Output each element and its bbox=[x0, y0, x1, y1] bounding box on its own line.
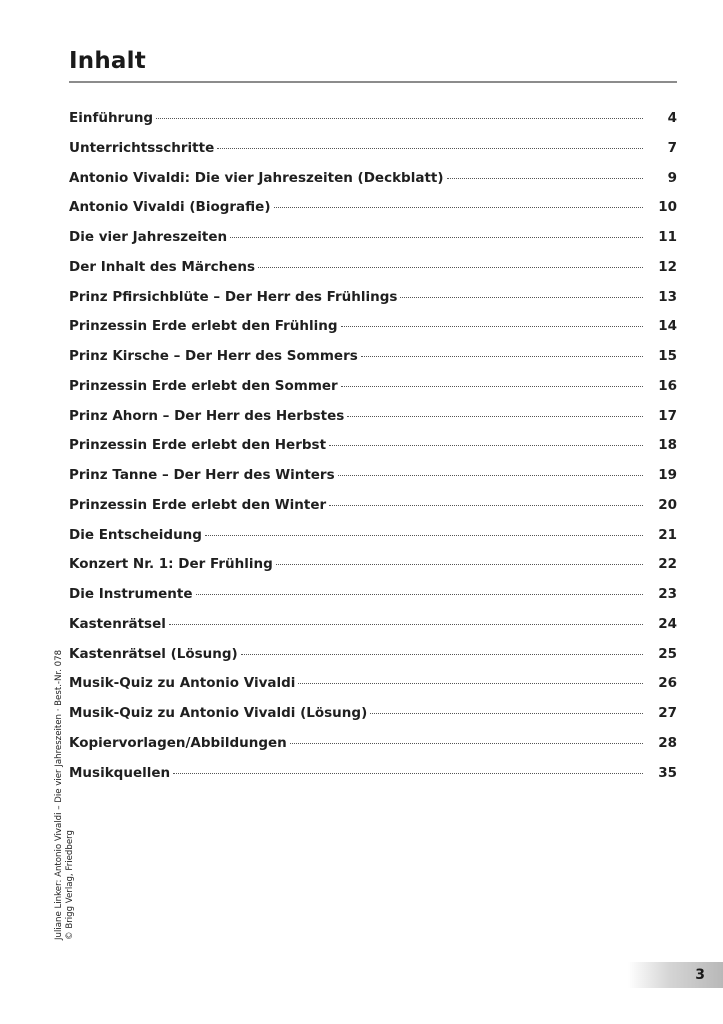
toc-entry-title: Kastenrätsel bbox=[69, 615, 166, 632]
dot-leader bbox=[338, 475, 643, 476]
dot-leader bbox=[329, 505, 643, 506]
table-of-contents bbox=[69, 104, 677, 788]
toc-entry-page: 19 bbox=[658, 467, 677, 483]
toc-entry-page: 35 bbox=[658, 764, 677, 781]
toc-entry-page: 21 bbox=[658, 526, 677, 543]
copyright-line-2: © Brigg Verlag, Friedberg bbox=[65, 830, 75, 940]
dot-leader bbox=[341, 326, 643, 327]
toc-entry[interactable] bbox=[69, 134, 677, 164]
page-number-tab bbox=[628, 962, 723, 988]
toc-entry-title: Die Entscheidung bbox=[69, 526, 202, 543]
copyright-note bbox=[54, 650, 76, 940]
toc-entry-title: Prinz Pfirsichblüte – Der Herr des Frühlings bbox=[69, 288, 398, 305]
toc-entry-title: Prinz Kirsche – Der Herr des Sommers bbox=[69, 348, 358, 364]
dot-leader bbox=[173, 773, 643, 774]
toc-entry[interactable] bbox=[69, 253, 677, 283]
toc-entry-page: 11 bbox=[658, 229, 677, 245]
dot-leader bbox=[258, 267, 643, 268]
page-number: 3 bbox=[695, 967, 705, 983]
dot-leader bbox=[217, 148, 643, 149]
toc-entry-page: 23 bbox=[658, 586, 677, 602]
toc-entry-title: Musikquellen bbox=[69, 764, 171, 781]
dot-leader bbox=[370, 713, 643, 714]
toc-entry-title: Musik-Quiz zu Antonio Vivaldi (Lösung) bbox=[69, 705, 368, 721]
toc-entry[interactable] bbox=[69, 402, 677, 432]
toc-entry-page: 22 bbox=[658, 556, 677, 573]
dot-leader bbox=[196, 594, 643, 595]
toc-entry[interactable] bbox=[69, 372, 677, 402]
toc-entry-title: Unterrichtsschritte bbox=[69, 139, 215, 156]
dot-leader bbox=[361, 356, 643, 357]
toc-entry-title: Prinzessin Erde erlebt den Frühling bbox=[69, 318, 338, 335]
toc-entry-page: 7 bbox=[667, 139, 677, 156]
toc-entry-page: 12 bbox=[658, 258, 677, 275]
toc-entry[interactable] bbox=[69, 669, 677, 699]
dot-leader bbox=[400, 297, 643, 298]
toc-entry-page: 15 bbox=[658, 348, 677, 364]
toc-entry-title: Prinzessin Erde erlebt den Herbst bbox=[69, 437, 327, 454]
toc-entry-page: 9 bbox=[667, 169, 677, 186]
toc-entry-title: Kopiervorlagen/Abbildungen bbox=[69, 734, 287, 751]
dot-leader bbox=[341, 386, 643, 387]
toc-entry[interactable] bbox=[69, 491, 677, 521]
page-title: Inhalt bbox=[69, 48, 146, 74]
toc-entry[interactable] bbox=[69, 699, 677, 729]
toc-entry[interactable] bbox=[69, 164, 677, 194]
toc-entry-title: Kastenrätsel (Lösung) bbox=[69, 645, 238, 662]
dot-leader bbox=[156, 118, 643, 119]
toc-entry-page: 4 bbox=[667, 110, 677, 126]
toc-entry-page: 18 bbox=[658, 437, 677, 454]
toc-entry-title: Antonio Vivaldi: Die vier Jahreszeiten (Deckblatt) bbox=[69, 169, 444, 186]
toc-entry-page: 28 bbox=[658, 734, 677, 751]
toc-entry-page: 25 bbox=[658, 645, 677, 662]
toc-entry[interactable] bbox=[69, 759, 677, 789]
toc-entry-title: Die Instrumente bbox=[69, 586, 193, 602]
toc-entry-title: Prinzessin Erde erlebt den Winter bbox=[69, 496, 327, 513]
toc-entry-page: 24 bbox=[658, 615, 677, 632]
dot-leader bbox=[329, 445, 643, 446]
dot-leader bbox=[230, 237, 643, 238]
dot-leader bbox=[241, 654, 643, 655]
toc-entry-page: 26 bbox=[658, 675, 677, 692]
toc-entry-title: Prinz Ahorn – Der Herr des Herbstes bbox=[69, 407, 345, 424]
toc-entry[interactable] bbox=[69, 431, 677, 461]
toc-entry-page: 20 bbox=[658, 496, 677, 513]
toc-entry[interactable] bbox=[69, 312, 677, 342]
toc-entry[interactable] bbox=[69, 342, 677, 372]
dot-leader bbox=[169, 624, 643, 625]
toc-entry-page: 14 bbox=[658, 318, 677, 335]
dot-leader bbox=[205, 535, 643, 536]
dot-leader bbox=[276, 564, 643, 565]
title-divider bbox=[69, 81, 677, 83]
toc-entry-page: 17 bbox=[658, 407, 677, 424]
toc-entry[interactable] bbox=[69, 283, 677, 313]
toc-entry-title: Antonio Vivaldi (Biografie) bbox=[69, 199, 271, 216]
toc-entry[interactable] bbox=[69, 104, 677, 134]
toc-entry[interactable] bbox=[69, 193, 677, 223]
toc-entry[interactable] bbox=[69, 521, 677, 551]
toc-entry-page: 16 bbox=[658, 377, 677, 394]
toc-entry[interactable] bbox=[69, 580, 677, 610]
toc-entry[interactable] bbox=[69, 640, 677, 670]
toc-entry-title: Der Inhalt des Märchens bbox=[69, 258, 256, 275]
copyright-line-1: Juliane Linker: Antonio Vivaldi – Die vier Jahreszeiten · Best.-Nr. 078 bbox=[54, 649, 64, 940]
dot-leader bbox=[447, 178, 643, 179]
dot-leader bbox=[274, 207, 644, 208]
dot-leader bbox=[298, 683, 643, 684]
toc-entry-title: Prinz Tanne – Der Herr des Winters bbox=[69, 467, 335, 483]
toc-entry-page: 10 bbox=[658, 199, 677, 216]
toc-entry[interactable] bbox=[69, 461, 677, 491]
toc-entry[interactable] bbox=[69, 550, 677, 580]
toc-entry-title: Prinzessin Erde erlebt den Sommer bbox=[69, 377, 338, 394]
toc-entry-title: Einführung bbox=[69, 110, 154, 126]
toc-entry-title: Die vier Jahreszeiten bbox=[69, 229, 228, 245]
toc-entry-page: 27 bbox=[658, 705, 677, 721]
toc-entry-title: Konzert Nr. 1: Der Frühling bbox=[69, 556, 273, 573]
toc-entry[interactable] bbox=[69, 729, 677, 759]
toc-entry-page: 13 bbox=[658, 288, 677, 305]
toc-entry-title: Musik-Quiz zu Antonio Vivaldi bbox=[69, 675, 296, 692]
dot-leader bbox=[290, 743, 643, 744]
toc-entry[interactable] bbox=[69, 610, 677, 640]
dot-leader bbox=[347, 416, 643, 417]
toc-entry[interactable] bbox=[69, 223, 677, 253]
